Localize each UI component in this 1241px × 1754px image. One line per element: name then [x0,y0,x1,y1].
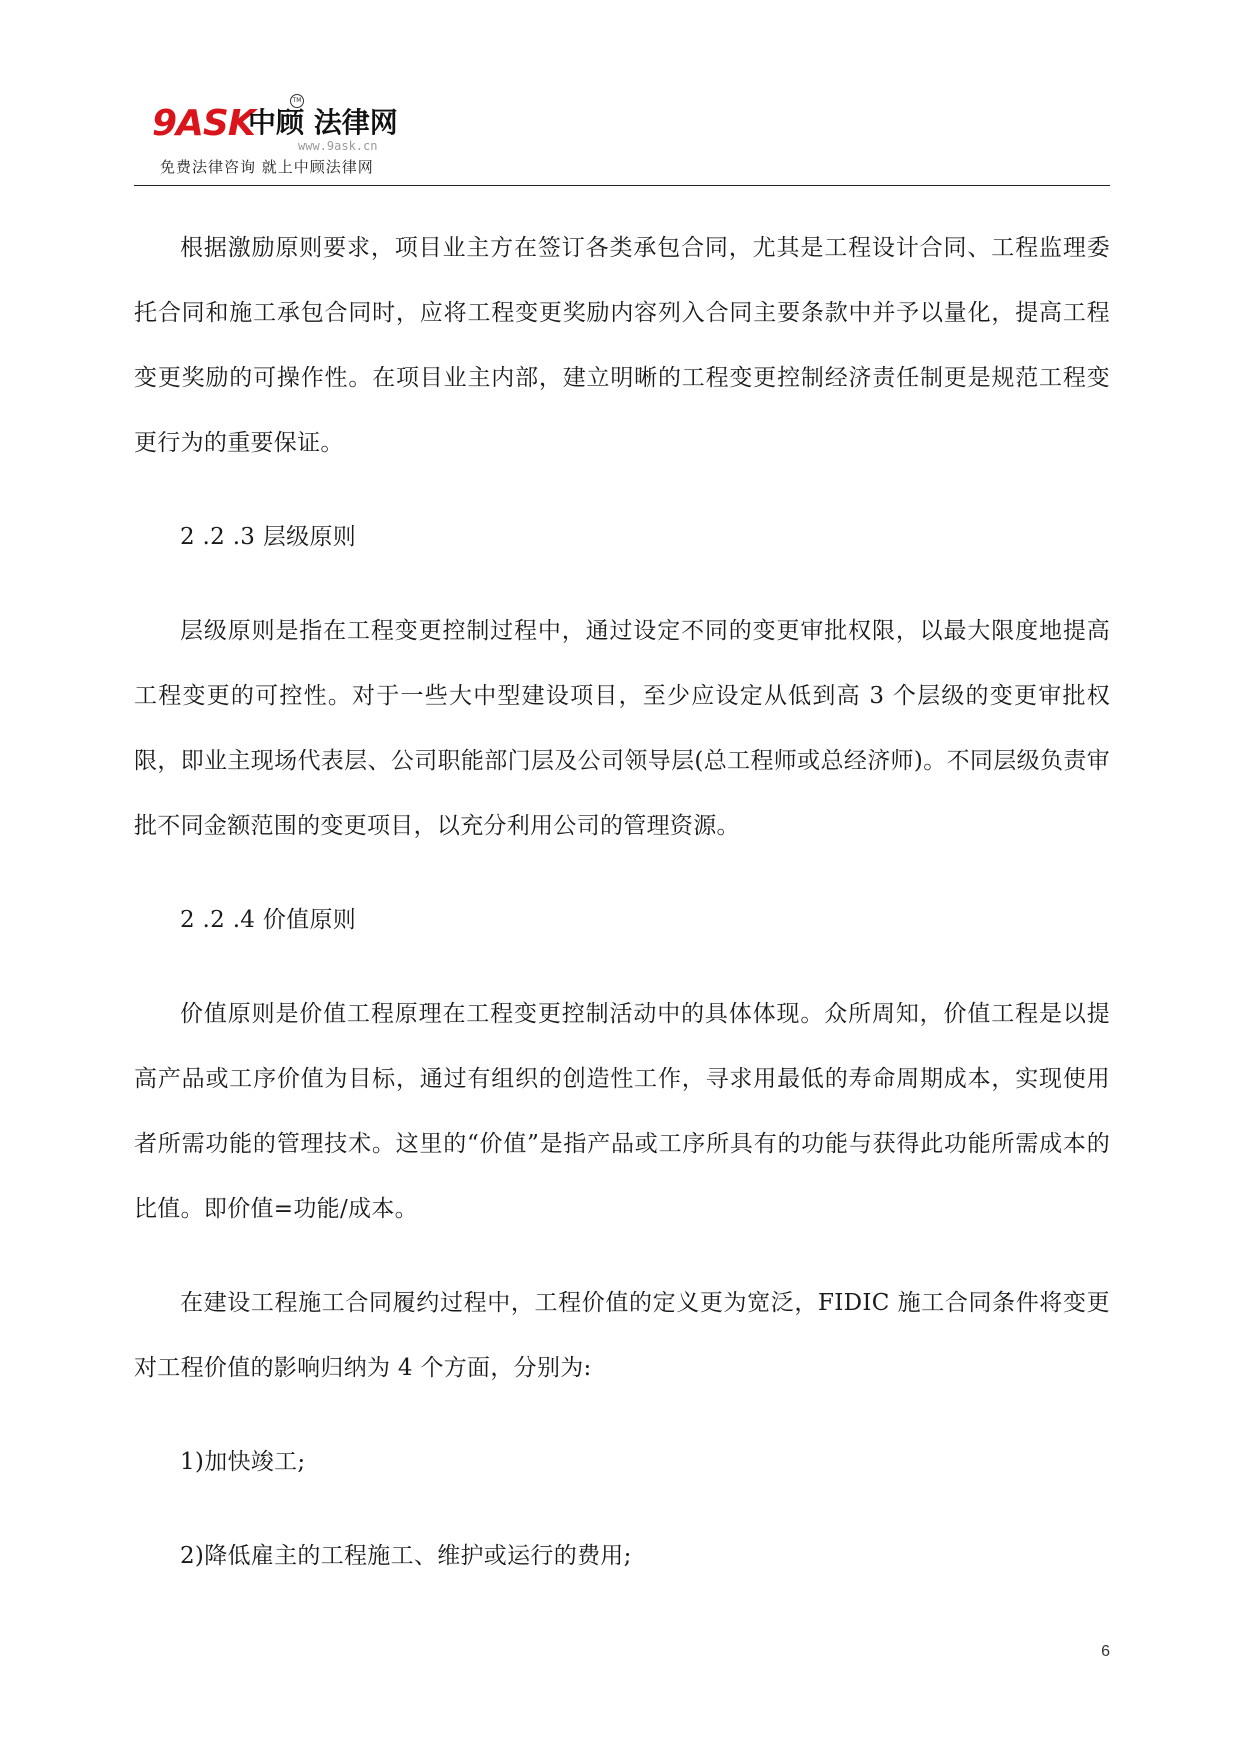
logo-url: www.9ask.cn [298,139,378,153]
list-item: 1)加快竣工; [180,1449,306,1475]
header-divider [134,185,1110,186]
site-logo[interactable] [152,94,412,182]
list-item: 2)降低雇主的工程施工、维护或运行的费用; [180,1543,632,1569]
page-header [134,94,1110,186]
trademark-icon: TM [290,94,304,108]
logo-mark: 9ASK [152,103,255,144]
paragraph-hierarchy: 层级原则是指在工程变更控制过程中，通过设定不同的变更审批权限，以最大限度地提高工程变更的可控性。对于一些大中型建设项目，至少应设定从低到高 3 个层级的变更审批权限，即业主现场代表层、公司职能部门层及公司领导层(总工程师或总经济师)。不同层级负责审批不同金额范围的变更项目，以充分利用公司的管理资源。 [134,618,1110,839]
logo-slogan: 免费法律咨询 就上中顾法律网 [160,158,374,176]
page-number: 6 [1101,1643,1110,1660]
paragraph-value: 价值原则是价值工程原理在工程变更控制活动中的具体体现。众所周知，价值工程是以提高产品或工序价值为目标，通过有组织的创造性工作，寻求用最低的寿命周期成本，实现使用者所需功能的管理技术。这里的“价值”是指产品或工序所具有的功能与获得此功能所需成本的比值。即价值=功能/成本。 [134,1001,1110,1222]
paragraph-incentive: 根据激励原则要求，项目业主方在签订各类承包合同，尤其是工程设计合同、工程监理委托合同和施工承包合同时，应将工程变更奖励内容列入合同主要条款中并予以量化，提高工程变更奖励的可操作性。在项目业主内部，建立明晰的工程变更控制经济责任制更是规范工程变更行为的重要保证。 [134,235,1110,456]
document-body [134,216,1110,1589]
section-heading-hierarchy: 2 .2 .3 层级原则 [180,524,357,550]
paragraph-fidic: 在建设工程施工合同履约过程中，工程价值的定义更为宽泛，FIDIC 施工合同条件将变更对工程价值的影响归纳为 4 个方面，分别为: [134,1290,1110,1381]
section-heading-value: 2 .2 .4 价值原则 [180,907,357,933]
logo-brand-name: 中顾 法律网 [248,106,398,139]
